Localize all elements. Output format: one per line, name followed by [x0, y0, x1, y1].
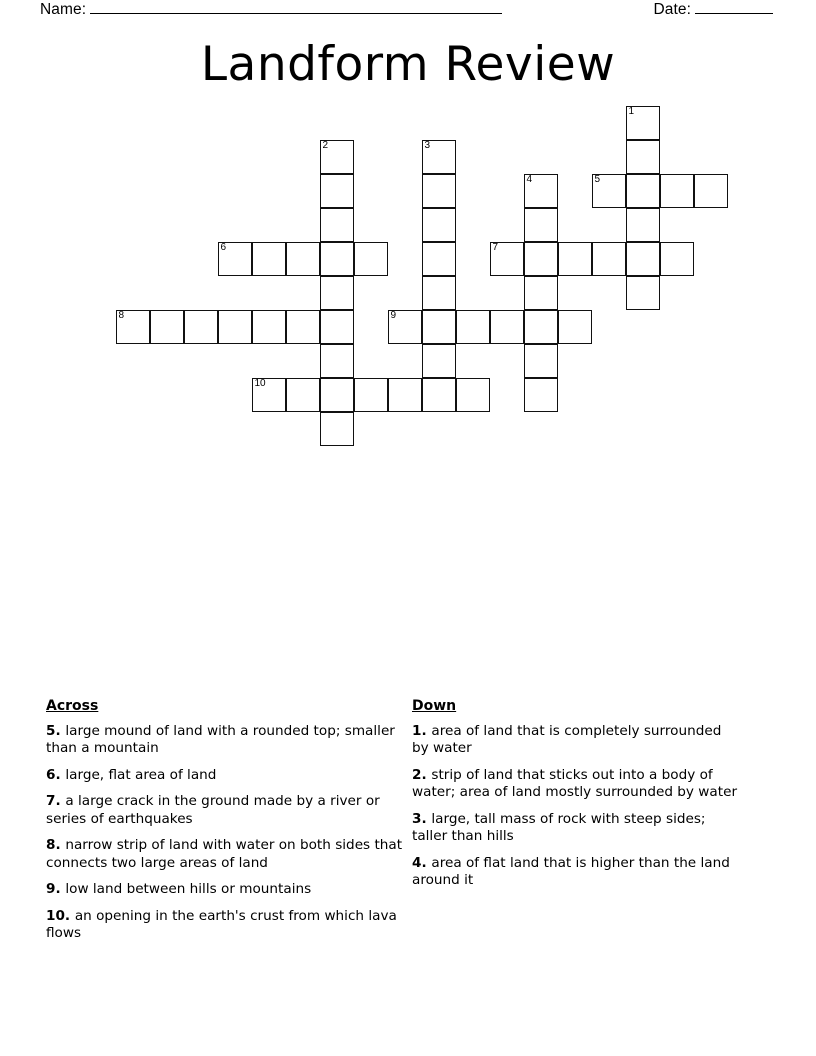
across-clue-number: 8.: [46, 837, 66, 853]
grid-cell[interactable]: [490, 242, 524, 276]
down-clue-number: 4.: [412, 854, 432, 871]
down-clue-item: [412, 723, 742, 758]
down-clue-text: strip of land that sticks out into a body of water; area of land mostly surrounded by water: [412, 766, 738, 800]
name-label: Name:: [40, 1, 87, 18]
down-clue-text: area of flat land that is higher than the land around it: [412, 854, 730, 888]
grid-cell[interactable]: [320, 140, 354, 174]
down-clue-item: [412, 855, 742, 890]
grid-cell[interactable]: [626, 242, 660, 276]
grid-cell-number: 10: [254, 378, 266, 389]
grid-cell[interactable]: [524, 208, 558, 242]
grid-cell[interactable]: [524, 174, 558, 208]
grid-cell[interactable]: [422, 276, 456, 310]
grid-cell-number: 3: [424, 140, 431, 151]
across-clue-number: 10.: [46, 907, 75, 924]
grid-cell[interactable]: [286, 310, 320, 344]
grid-cell[interactable]: [320, 242, 354, 276]
clues-section: [0, 698, 816, 998]
grid-cell[interactable]: [524, 378, 558, 412]
grid-cell[interactable]: [694, 174, 728, 208]
grid-cell[interactable]: [456, 378, 490, 412]
down-clue-number: 3.: [412, 810, 432, 827]
down-clue-text: large, tall mass of rock with steep sides; taller than hills: [412, 810, 706, 844]
grid-cell[interactable]: [626, 276, 660, 310]
grid-cell[interactable]: [422, 310, 456, 344]
grid-cell[interactable]: [320, 276, 354, 310]
crossword-grid: [0, 0, 816, 460]
grid-cell[interactable]: [524, 276, 558, 310]
grid-cell[interactable]: [456, 310, 490, 344]
across-clue-item: [46, 908, 406, 943]
across-clue-text: a large crack in the ground made by a river or series of earthquakes: [46, 793, 380, 827]
grid-cell-number: 5: [594, 174, 601, 185]
grid-cell[interactable]: [422, 344, 456, 378]
down-clue-item: [412, 767, 742, 802]
across-clue-text: an opening in the earth's crust from which lava flows: [46, 907, 397, 941]
grid-cell-number: 1: [628, 106, 635, 117]
across-clue-number: 5.: [46, 722, 66, 739]
down-clues-column: [412, 698, 742, 899]
grid-cell[interactable]: [626, 106, 660, 140]
grid-cell[interactable]: [388, 310, 422, 344]
grid-cell[interactable]: [626, 174, 660, 208]
across-clue-item: [46, 793, 406, 828]
across-clue-number: 9.: [46, 881, 66, 897]
grid-cell[interactable]: [320, 174, 354, 208]
grid-cell[interactable]: [218, 242, 252, 276]
across-clue-item: [46, 881, 406, 899]
grid-cell[interactable]: [252, 242, 286, 276]
grid-cell[interactable]: [388, 378, 422, 412]
across-clue-item: [46, 837, 406, 872]
grid-cell[interactable]: [320, 412, 354, 446]
down-clue-list: [412, 723, 742, 890]
page-title: Landform Review: [200, 37, 616, 92]
date-label: Date:: [653, 1, 691, 18]
grid-cell[interactable]: [422, 208, 456, 242]
down-heading: Down: [412, 698, 457, 714]
across-clue-item: [46, 723, 406, 758]
grid-cell-number: 9: [390, 310, 397, 321]
down-clue-item: [412, 811, 742, 846]
across-clue-text: narrow strip of land with water on both sides that connects two large areas of land: [46, 837, 403, 871]
grid-cell[interactable]: [184, 310, 218, 344]
grid-cell[interactable]: [558, 242, 592, 276]
down-clue-number: 1.: [412, 722, 432, 739]
grid-cell[interactable]: [626, 140, 660, 174]
grid-cell-number: 4: [526, 174, 533, 185]
grid-cell[interactable]: [286, 242, 320, 276]
across-heading: Across: [46, 698, 99, 714]
grid-cell[interactable]: [286, 378, 320, 412]
grid-cell[interactable]: [116, 310, 150, 344]
grid-cell[interactable]: [490, 310, 524, 344]
grid-cell[interactable]: [422, 242, 456, 276]
grid-cell[interactable]: [524, 310, 558, 344]
grid-cell-number: 8: [118, 310, 125, 321]
across-clue-text: low land between hills or mountains: [65, 881, 312, 897]
grid-cell[interactable]: [354, 378, 388, 412]
down-clue-number: 2.: [412, 766, 432, 783]
grid-cell[interactable]: [558, 310, 592, 344]
grid-cell[interactable]: [422, 378, 456, 412]
across-clue-text: large, flat area of land: [65, 766, 217, 783]
grid-cell[interactable]: [626, 208, 660, 242]
grid-cell[interactable]: [150, 310, 184, 344]
grid-cell[interactable]: [252, 310, 286, 344]
across-clues-column: [46, 698, 406, 952]
grid-cell[interactable]: [524, 344, 558, 378]
across-clue-text: large mound of land with a rounded top; smaller than a mountain: [46, 722, 395, 756]
grid-cell[interactable]: [320, 208, 354, 242]
across-clue-list: [46, 723, 406, 943]
across-clue-number: 7.: [46, 793, 66, 809]
grid-cell[interactable]: [218, 310, 252, 344]
grid-cell[interactable]: [320, 378, 354, 412]
grid-cell-number: 6: [220, 242, 227, 253]
grid-cell[interactable]: [524, 242, 558, 276]
grid-cell[interactable]: [320, 310, 354, 344]
grid-cell[interactable]: [592, 242, 626, 276]
grid-cell[interactable]: [252, 378, 286, 412]
grid-cell-number: 2: [322, 140, 329, 151]
down-clue-text: area of land that is completely surrounded by water: [412, 722, 722, 756]
grid-cell[interactable]: [660, 174, 694, 208]
grid-cell[interactable]: [320, 344, 354, 378]
grid-cell-number: 7: [492, 242, 499, 253]
across-clue-number: 6.: [46, 766, 66, 783]
grid-cell[interactable]: [354, 242, 388, 276]
across-clue-item: [46, 767, 406, 785]
grid-cell[interactable]: [592, 174, 626, 208]
grid-cell[interactable]: [660, 242, 694, 276]
grid-cell[interactable]: [422, 140, 456, 174]
grid-cell[interactable]: [422, 174, 456, 208]
